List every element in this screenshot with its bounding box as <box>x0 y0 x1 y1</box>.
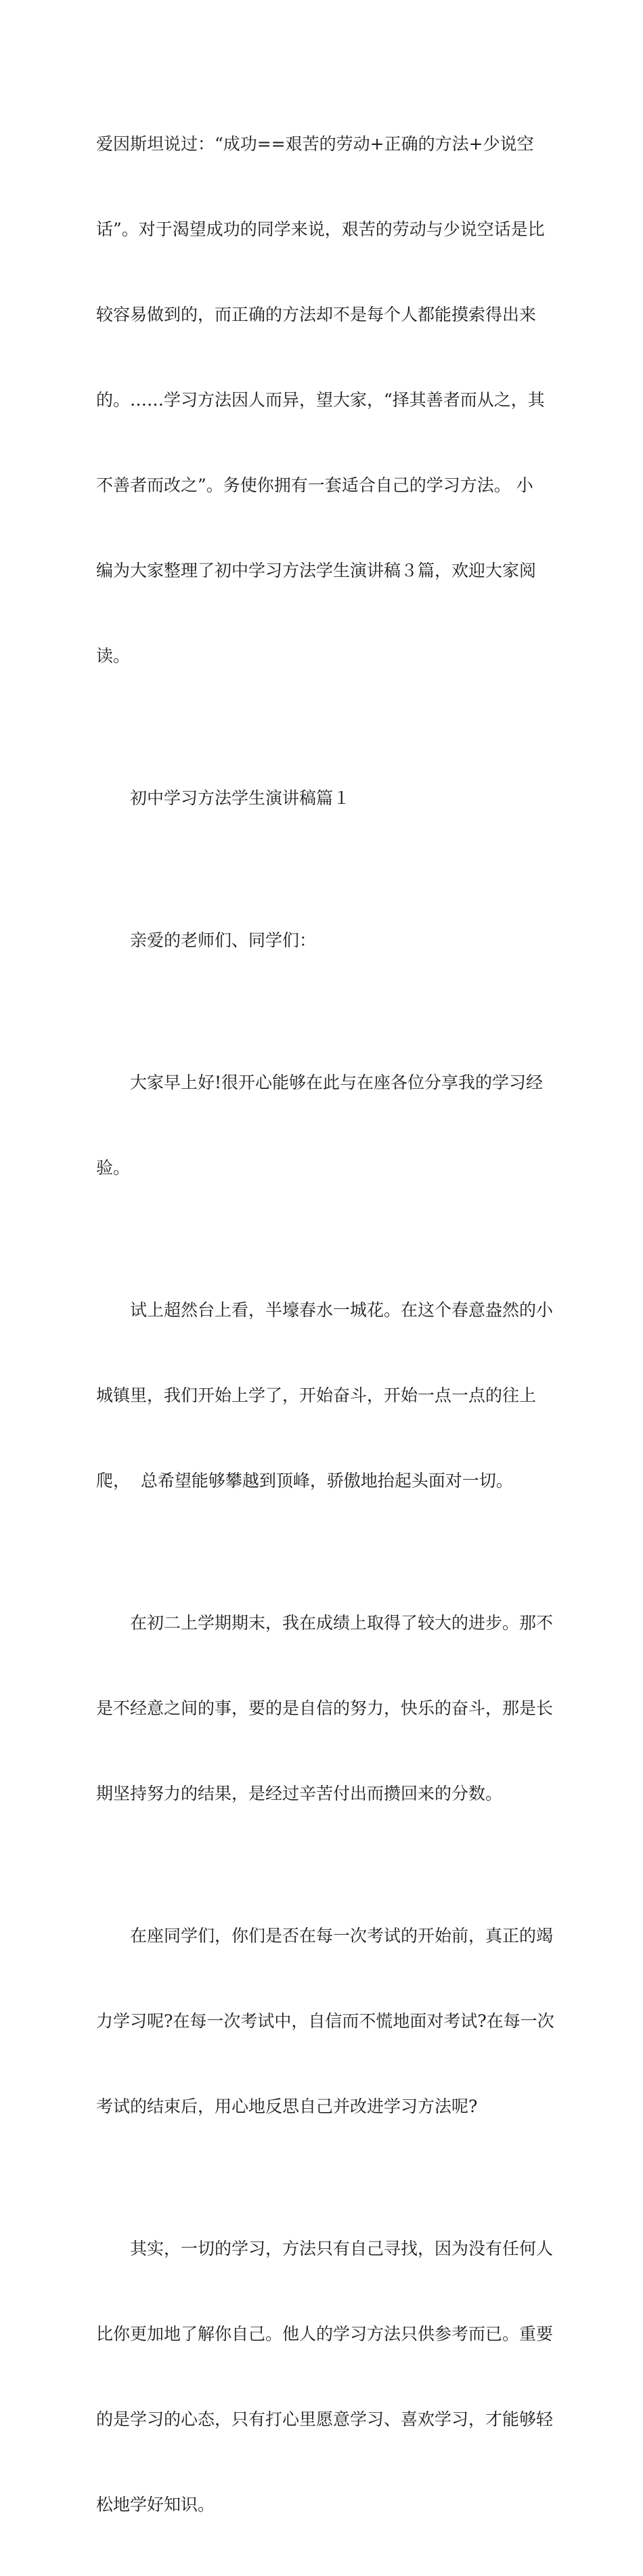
body-paragraph <box>96 1552 556 1865</box>
body-paragraph <box>96 2178 556 2576</box>
text-line: 在座同学们，你们是否在每一次考试的开始前，真正的竭 <box>130 1926 554 1946</box>
section-heading <box>96 727 556 870</box>
text-line: 爬， 总希望能够攀越到顶峰，骄傲地抬起头面对一切。 <box>96 1471 513 1490</box>
text-line: 比你更加地了解你自己。他人的学习方法只供参考而已。重要 <box>96 2324 554 2344</box>
text-line: 大家早上好!很开心能够在此与在座各位分享我的学习经 <box>130 1073 544 1092</box>
text-line: 其实，一切的学习，方法只有自己寻找，因为没有任何人 <box>130 2239 554 2258</box>
body-paragraph <box>96 1012 556 1239</box>
text-line: 的是学习的心态，只有打心里愿意学习、喜欢学习，才能够轻 <box>96 2409 554 2429</box>
text-line: 松地学好知识。 <box>96 2495 215 2514</box>
text-line: 试上超然台上看，半壕春水一城花。在这个春意盎然的小 <box>130 1300 554 1320</box>
text-line: 在初二上学期期末，我在成绩上取得了较大的进步。那不 <box>130 1613 554 1633</box>
text-line: 力学习呢?在每一次考试中，自信而不慌地面对考试?在每一次 <box>96 2011 554 2031</box>
text-line: 考试的结束后，用心地反思自己并改进学习方法呢? <box>96 2097 478 2116</box>
text-line: 验。 <box>96 1158 131 1178</box>
text-line: 不善者而改之”。务使你拥有一套适合自己的学习方法。 小 <box>96 475 533 495</box>
text-line: 的。……学习方法因人而异，望大家，“择其善者而从之，其 <box>96 390 545 410</box>
body-paragraph <box>96 1239 556 1552</box>
text-line: 亲爱的老师们、同学们： <box>130 930 317 950</box>
text-line: 较容易做到的，而正确的方法却不是每个人都能摸索得出来 <box>96 305 537 324</box>
text-line: 爱因斯坦说过：“成功==艰苦的劳动+正确的方法+少说空 <box>96 134 534 154</box>
body-paragraph <box>96 1865 556 2178</box>
text-line: 初中学习方法学生演讲稿篇１ <box>130 788 351 808</box>
text-line: 城镇里，我们开始上学了，开始奋斗，开始一点一点的往上 <box>96 1386 537 1405</box>
text-line: 期坚持努力的结果，是经过辛苦付出而攒回来的分数。 <box>96 1784 503 1803</box>
document-body <box>96 73 556 2576</box>
intro-paragraph <box>96 73 556 727</box>
text-line: 话”。对于渴望成功的同学来说，艰苦的劳动与少说空话是比 <box>96 219 545 239</box>
text-line: 编为大家整理了初中学习方法学生演讲稿３篇，欢迎大家阅 <box>96 561 537 580</box>
text-line: 读。 <box>96 646 131 666</box>
text-line: 是不经意之间的事，要的是自信的努力，快乐的奋斗，那是长 <box>96 1698 554 1718</box>
salutation <box>96 870 556 1012</box>
